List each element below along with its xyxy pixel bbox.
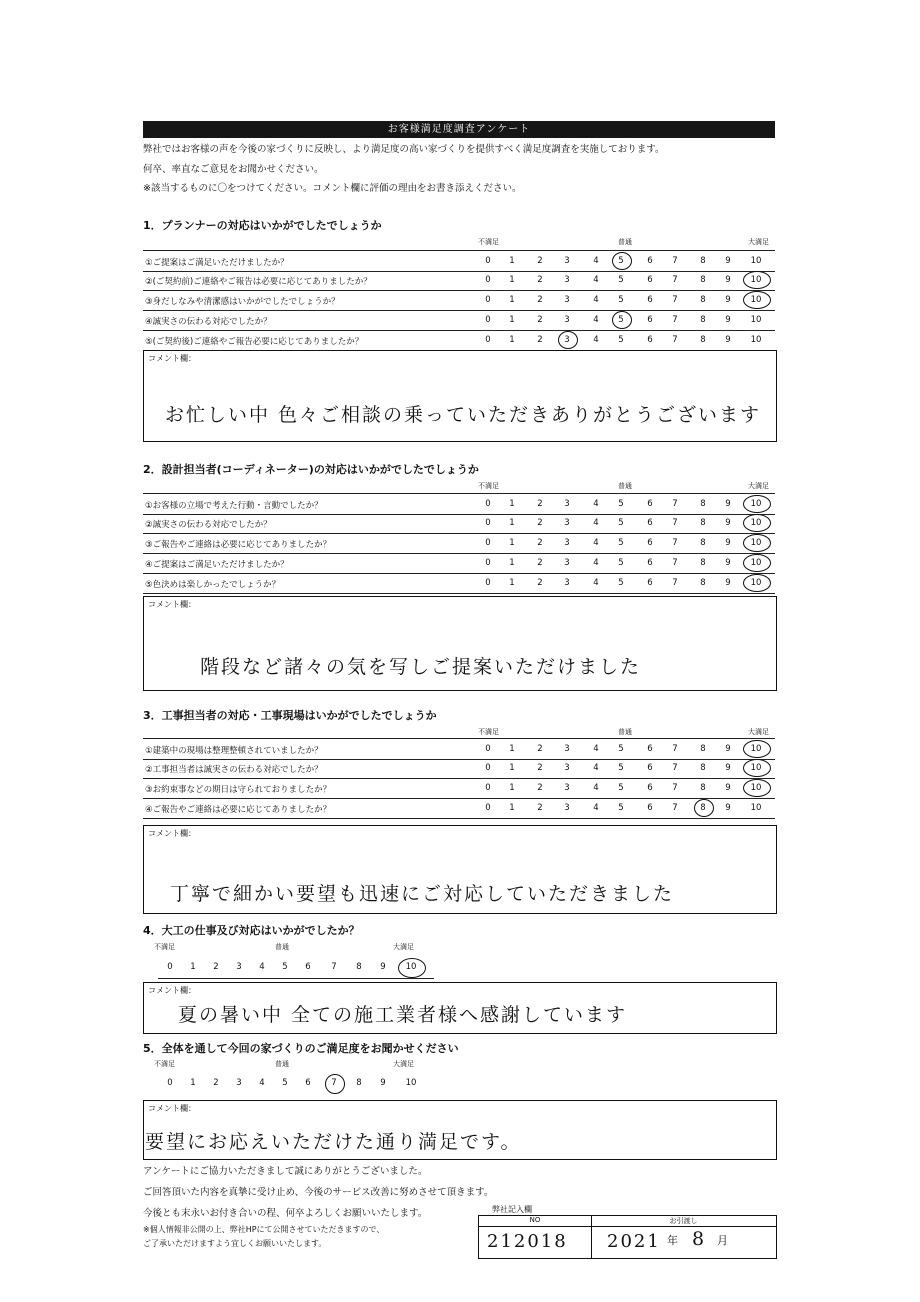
question-row — [143, 573, 775, 594]
scale-low-label: 不満足 — [478, 728, 499, 736]
scale-high-label: 大満足 — [748, 728, 769, 736]
office-month-unit: 月 — [717, 1234, 728, 1247]
question-text: ⑤(ご契約後)ご連絡やご報告必要に応じてありましたか？ — [145, 337, 364, 347]
intro-line-3: ※該当するものに〇をつけてください。コメント欄に評価の理由をお書き添えください。 — [143, 183, 522, 194]
scale-number[interactable]: 3 — [236, 1078, 242, 1088]
question-row — [143, 250, 775, 272]
answer-circle — [743, 534, 771, 552]
scale-number[interactable]: 4 — [593, 335, 599, 345]
scale-number[interactable]: 9 — [725, 256, 731, 266]
scale-number[interactable]: 1 — [509, 538, 515, 548]
scale-number[interactable]: 5 — [618, 499, 624, 509]
closing-line-2: ご回答頂いた内容を真摯に受け止め、今後のサービス改善に努めさせて頂きます。 — [143, 1187, 494, 1198]
scale-number[interactable]: 2 — [537, 763, 543, 773]
question-text: ③身だしなみや清潔感はいかがでしたでしょうか？ — [145, 297, 340, 307]
scale-number[interactable]: 8 — [700, 783, 706, 793]
scale-number[interactable]: 4 — [259, 962, 265, 972]
question-text: ①建築中の現場は整理整頓されていましたか？ — [145, 746, 323, 756]
scale-number[interactable]: 4 — [593, 558, 599, 568]
scale-number[interactable]: 1 — [509, 335, 515, 345]
question-row — [143, 798, 775, 819]
scale-number[interactable]: 9 — [380, 1078, 386, 1088]
answer-circle — [743, 759, 771, 777]
scale-number[interactable]: 7 — [672, 295, 678, 305]
scale-number[interactable]: 5 — [618, 518, 624, 528]
scale-number[interactable]: 2 — [537, 578, 543, 588]
scale-number[interactable]: 6 — [647, 499, 653, 509]
scale-underline — [158, 978, 434, 979]
scale-high-label: 大満足 — [393, 1060, 414, 1068]
scale-number[interactable]: 7 — [672, 803, 678, 813]
question-text: ①お客様の立場で考えた行動・言動でしたか？ — [145, 501, 323, 511]
question-row — [143, 493, 775, 515]
scale-number[interactable]: 6 — [647, 744, 653, 754]
scale-number[interactable]: 9 — [725, 783, 731, 793]
privacy-note-1: ※個人情報非公開の上、弊社HPにて公開させていただきますので、 — [143, 1225, 385, 1234]
scale-number[interactable]: 4 — [593, 295, 599, 305]
answer-circle — [743, 779, 771, 797]
question-text: ②工事担当者は誠実さの伝わる対応でしたか？ — [145, 765, 323, 775]
intro-line-2: 何卒、率直なご意見をお聞かせください。 — [143, 164, 324, 175]
scale-number[interactable]: 6 — [647, 295, 653, 305]
scale-high-label: 大満足 — [748, 482, 769, 490]
scale-number[interactable]: 4 — [593, 744, 599, 754]
scale-number[interactable]: 7 — [672, 315, 678, 325]
scale-number[interactable]: 2 — [537, 315, 543, 325]
question-row — [143, 513, 775, 534]
scale-number[interactable]: 6 — [647, 578, 653, 588]
scale-number[interactable]: 5 — [282, 1078, 288, 1088]
scale-number[interactable]: 6 — [647, 763, 653, 773]
office-handover-header: お引渡し — [591, 1216, 776, 1227]
scale-number[interactable]: 10 — [750, 256, 762, 266]
scale-mid-label: 普通 — [275, 1060, 289, 1068]
scale-number[interactable]: 3 — [564, 256, 570, 266]
scale-number[interactable]: 8 — [700, 295, 706, 305]
scale-number[interactable]: 1 — [509, 499, 515, 509]
scale-number[interactable]: 6 — [647, 538, 653, 548]
scale-number[interactable]: 1 — [509, 295, 515, 305]
office-no-value: 212018 — [487, 1231, 568, 1252]
office-month-value: 8 — [692, 1228, 707, 1250]
scale-number[interactable]: 6 — [647, 275, 653, 285]
scale-number[interactable]: 1 — [190, 962, 196, 972]
scale-number[interactable]: 2 — [537, 335, 543, 345]
section-1-title: 1．プランナーの対応はいかがでしたでしょうか — [143, 219, 382, 232]
scale-number[interactable]: 9 — [725, 295, 731, 305]
scale-number[interactable]: 6 — [647, 518, 653, 528]
scale-low-label: 不満足 — [478, 482, 499, 490]
scale-number[interactable]: 0 — [485, 275, 491, 285]
section4-title: 4．大工の仕事及び対応はいかがでしたか？ — [143, 924, 360, 937]
scale-number[interactable]: 0 — [485, 803, 491, 813]
scale-number[interactable]: 7 — [672, 275, 678, 285]
scale-number[interactable]: 7 — [672, 558, 678, 568]
comment-label: コメント欄： — [148, 354, 196, 363]
scale-number[interactable]: 3 — [564, 295, 570, 305]
closing-line-3: 今後とも末永いお付き合いの程、何卒よろしくお願いいたします。 — [143, 1208, 428, 1219]
scale-number[interactable]: 0 — [485, 578, 491, 588]
scale-number[interactable]: 9 — [725, 518, 731, 528]
scale-number[interactable]: 2 — [537, 744, 543, 754]
scale-number[interactable]: 1 — [509, 763, 515, 773]
scale-number[interactable]: 0 — [485, 558, 491, 568]
answer-circle — [743, 574, 771, 592]
scale-number[interactable]: 6 — [647, 803, 653, 813]
scale-low-label: 不満足 — [478, 238, 499, 246]
scale-number[interactable]: 2 — [537, 499, 543, 509]
answer-circle — [743, 514, 771, 532]
scale-number[interactable]: 6 — [647, 335, 653, 345]
scale-number[interactable]: 3 — [564, 783, 570, 793]
scale-number[interactable]: 8 — [700, 538, 706, 548]
scale-number[interactable]: 2 — [537, 518, 543, 528]
scale-number[interactable]: 8 — [700, 499, 706, 509]
answer-circle — [743, 740, 771, 758]
scale-number[interactable]: 0 — [167, 962, 173, 972]
question-text: ④ご報告やご連絡は必要に応じてありましたか？ — [145, 805, 332, 815]
scale-high-label: 大満足 — [748, 238, 769, 246]
scale-number[interactable]: 3 — [564, 275, 570, 285]
scale-number[interactable]: 4 — [593, 518, 599, 528]
scale-number[interactable]: 7 — [672, 763, 678, 773]
scale-number[interactable]: 8 — [700, 256, 706, 266]
answer-circle — [398, 958, 426, 978]
scale-number[interactable]: 10 — [750, 578, 762, 588]
scale-number[interactable]: 9 — [725, 744, 731, 754]
scale-number[interactable]: 8 — [700, 335, 706, 345]
scale-number[interactable]: 10 — [405, 1078, 417, 1088]
scale-number[interactable]: 3 — [236, 962, 242, 972]
scale-number[interactable]: 0 — [485, 538, 491, 548]
scale-number[interactable]: 0 — [485, 763, 491, 773]
answer-circle — [325, 1074, 345, 1094]
scale-number[interactable]: 10 — [750, 275, 762, 285]
scale-number[interactable]: 5 — [618, 558, 624, 568]
scale-number[interactable]: 7 — [672, 335, 678, 345]
scale-mid-label: 普通 — [618, 728, 632, 736]
scale-number[interactable]: 1 — [509, 315, 515, 325]
question-row — [143, 553, 775, 574]
scale-mid-label: 普通 — [618, 482, 632, 490]
scale-number[interactable]: 0 — [485, 499, 491, 509]
scale-number[interactable]: 7 — [672, 744, 678, 754]
scale-number[interactable]: 4 — [259, 1078, 265, 1088]
office-year-value: 2021 — [607, 1231, 661, 1252]
scale-number[interactable]: 5 — [618, 275, 624, 285]
scale-number[interactable]: 9 — [380, 962, 386, 972]
scale-number[interactable]: 3 — [564, 744, 570, 754]
scale-number[interactable]: 3 — [564, 499, 570, 509]
answer-circle — [743, 291, 771, 309]
answer-circle — [694, 799, 714, 817]
scale-number[interactable]: 2 — [537, 256, 543, 266]
scale-number[interactable]: 1 — [509, 275, 515, 285]
scale-number[interactable]: 10 — [405, 962, 417, 972]
scale-number[interactable]: 8 — [700, 803, 706, 813]
scale-number[interactable]: 4 — [593, 538, 599, 548]
section-2-handwritten-comment: 階段など諸々の気を写しご提案いただけました — [200, 656, 642, 678]
scale-number[interactable]: 0 — [167, 1078, 173, 1088]
scale-number[interactable]: 2 — [537, 783, 543, 793]
scale-number[interactable]: 2 — [537, 275, 543, 285]
scale-number[interactable]: 3 — [564, 578, 570, 588]
section-3-title: 3．工事担当者の対応・工事現場はいかがでしたでしょうか — [143, 709, 437, 722]
question-text: ②(ご契約前)ご連絡やご報告は必要に応じてありましたか？ — [145, 277, 372, 287]
scale-number[interactable]: 3 — [564, 335, 570, 345]
scale-number[interactable]: 2 — [213, 962, 219, 972]
office-no-header: NO — [479, 1216, 592, 1227]
scale-number[interactable]: 10 — [750, 335, 762, 345]
question-text: ③お約束事などの期日は守られておりましたか？ — [145, 785, 332, 795]
scale-number[interactable]: 7 — [331, 962, 337, 972]
section-1-handwritten-comment: お忙しい中 色々ご相談の乗っていただきありがとうございます — [165, 404, 762, 426]
scale-number[interactable]: 10 — [750, 744, 762, 754]
scale-number[interactable]: 5 — [618, 578, 624, 588]
scale-number[interactable]: 5 — [618, 744, 624, 754]
comment-label: コメント欄： — [148, 1104, 196, 1113]
scale-number[interactable]: 5 — [618, 295, 624, 305]
scale-number[interactable]: 5 — [618, 763, 624, 773]
scale-number[interactable]: 3 — [564, 518, 570, 528]
scale-number[interactable]: 5 — [282, 962, 288, 972]
scale-number[interactable]: 8 — [700, 578, 706, 588]
scale-number[interactable]: 8 — [356, 1078, 362, 1088]
scale-number[interactable]: 10 — [750, 783, 762, 793]
scale-number[interactable]: 2 — [537, 295, 543, 305]
scale-number[interactable]: 10 — [750, 295, 762, 305]
scale-number[interactable]: 9 — [725, 275, 731, 285]
scale-number[interactable]: 10 — [750, 803, 762, 813]
scale-number[interactable]: 4 — [593, 315, 599, 325]
question-text: ②誠実さの伝わる対応でしたか？ — [145, 520, 272, 530]
scale-number[interactable]: 1 — [509, 558, 515, 568]
scale-number[interactable]: 0 — [485, 518, 491, 528]
scale-number[interactable]: 8 — [700, 518, 706, 528]
scale-number[interactable]: 9 — [725, 499, 731, 509]
scale-number[interactable]: 1 — [509, 803, 515, 813]
scale-number[interactable]: 9 — [725, 538, 731, 548]
answer-circle — [612, 252, 632, 270]
comment-label: コメント欄： — [148, 829, 196, 838]
answer-circle — [612, 311, 632, 329]
scale-number[interactable]: 2 — [537, 558, 543, 568]
scale-number[interactable]: 0 — [485, 335, 491, 345]
question-row — [143, 778, 775, 799]
scale-number[interactable]: 1 — [509, 256, 515, 266]
question-row — [143, 330, 775, 351]
comment-label: コメント欄： — [148, 986, 196, 995]
comment-label: コメント欄： — [148, 600, 196, 609]
scale-number[interactable]: 5 — [618, 803, 624, 813]
scale-mid-label: 普通 — [275, 943, 289, 951]
section-3-handwritten-comment: 丁寧で細かい要望も迅速にご対応していただきました — [170, 883, 675, 905]
scale-number[interactable]: 3 — [564, 803, 570, 813]
scale-number[interactable]: 9 — [725, 803, 731, 813]
scale-number[interactable]: 0 — [485, 315, 491, 325]
office-year-unit: 年 — [667, 1234, 678, 1247]
scale-number[interactable]: 7 — [672, 499, 678, 509]
scale-number[interactable]: 4 — [593, 256, 599, 266]
scale-number[interactable]: 4 — [593, 578, 599, 588]
section-1-comment-box — [143, 350, 777, 442]
question-text: ③ご報告やご連絡は必要に応じてありましたか？ — [145, 540, 332, 550]
scale-number[interactable]: 1 — [190, 1078, 196, 1088]
scale-number[interactable]: 9 — [725, 335, 731, 345]
office-use-box — [478, 1215, 777, 1259]
scale-number[interactable]: 9 — [725, 558, 731, 568]
scale-number[interactable]: 1 — [509, 578, 515, 588]
scale-low-label: 不満足 — [154, 943, 175, 951]
scale-number[interactable]: 9 — [725, 578, 731, 588]
section-2-title: 2．設計担当者(コーディネーター)の対応はいかがでしたでしょうか — [143, 463, 479, 476]
scale-high-label: 大満足 — [393, 943, 414, 951]
scale-number[interactable]: 6 — [647, 256, 653, 266]
scale-number[interactable]: 6 — [647, 783, 653, 793]
scale-number[interactable]: 10 — [750, 558, 762, 568]
office-use-label: 弊社記入欄 — [492, 1205, 532, 1214]
section5-title: 5．全体を通して今回の家づくりのご満足度をお聞かせください — [143, 1042, 459, 1055]
question-text: ④誠実さの伝わる対応でしたか？ — [145, 317, 272, 327]
scale-number[interactable]: 5 — [618, 335, 624, 345]
scale-number[interactable]: 0 — [485, 744, 491, 754]
scale-number[interactable]: 4 — [593, 275, 599, 285]
scale-number[interactable]: 2 — [537, 803, 543, 813]
scale-number[interactable]: 9 — [725, 763, 731, 773]
scale-number[interactable]: 7 — [331, 1078, 337, 1088]
scale-number[interactable]: 7 — [672, 783, 678, 793]
scale-number[interactable]: 7 — [672, 518, 678, 528]
question-row — [143, 533, 775, 554]
scale-number[interactable]: 0 — [485, 256, 491, 266]
question-text: ⑤色決めは楽しかったでしょうか？ — [145, 580, 281, 590]
scale-number[interactable]: 3 — [564, 538, 570, 548]
answer-circle — [743, 271, 771, 289]
scale-number[interactable]: 0 — [485, 295, 491, 305]
scale-number[interactable]: 8 — [700, 315, 706, 325]
office-divider — [591, 1226, 592, 1258]
scale-number[interactable]: 10 — [750, 315, 762, 325]
scale-number[interactable]: 3 — [564, 763, 570, 773]
scale-number[interactable]: 1 — [509, 518, 515, 528]
question-row — [143, 270, 775, 291]
scale-number[interactable]: 4 — [593, 803, 599, 813]
scale-number[interactable]: 7 — [672, 256, 678, 266]
answer-circle — [743, 554, 771, 572]
question-row — [143, 290, 775, 311]
scale-number[interactable]: 9 — [725, 315, 731, 325]
scale-number[interactable]: 5 — [618, 783, 624, 793]
scale-number[interactable]: 1 — [509, 744, 515, 754]
closing-line-1: アンケートにご協力いただきまして誠にありがとうございました。 — [143, 1166, 428, 1177]
answer-circle — [558, 331, 578, 349]
scale-number[interactable]: 0 — [485, 783, 491, 793]
answer-circle — [743, 495, 771, 513]
scale-number[interactable]: 3 — [564, 558, 570, 568]
scale-number[interactable]: 8 — [700, 744, 706, 754]
privacy-note-2: ご了承いただけますよう宜しくお願いいたします。 — [143, 1239, 327, 1248]
scale-number[interactable]: 3 — [564, 315, 570, 325]
question-text: ④ご提案はご満足いただけましたか？ — [145, 560, 289, 570]
section4-handwritten-comment: 夏の暑い中 全ての施工業者様へ感謝しています — [178, 1004, 628, 1026]
scale-number[interactable]: 10 — [750, 518, 762, 528]
scale-number[interactable]: 4 — [593, 499, 599, 509]
scale-number[interactable]: 8 — [700, 763, 706, 773]
scale-number[interactable]: 8 — [700, 275, 706, 285]
scale-number[interactable]: 2 — [213, 1078, 219, 1088]
scale-number[interactable]: 1 — [509, 783, 515, 793]
scale-number[interactable]: 10 — [750, 499, 762, 509]
scale-number[interactable]: 5 — [618, 538, 624, 548]
scale-number[interactable]: 5 — [618, 315, 624, 325]
scale-number[interactable]: 2 — [537, 538, 543, 548]
scale-number[interactable]: 4 — [593, 783, 599, 793]
scale-mid-label: 普通 — [618, 238, 632, 246]
scale-number[interactable]: 6 — [647, 315, 653, 325]
scale-number[interactable]: 10 — [750, 763, 762, 773]
intro-line-1: 弊社ではお客様の声を今後の家づくりに反映し、より満足度の高い家づくりを提供すべく満足度調査を実施しております。 — [143, 144, 665, 155]
scale-number[interactable]: 8 — [700, 558, 706, 568]
scale-number[interactable]: 7 — [672, 538, 678, 548]
scale-number[interactable]: 7 — [672, 578, 678, 588]
scale-number[interactable]: 4 — [593, 763, 599, 773]
scale-number[interactable]: 5 — [618, 256, 624, 266]
scale-number[interactable]: 8 — [356, 962, 362, 972]
scale-low-label: 不満足 — [154, 1060, 175, 1068]
scale-number[interactable]: 10 — [750, 538, 762, 548]
question-row — [143, 738, 775, 760]
survey-title: お客様満足度調査アンケート — [143, 121, 775, 138]
question-row — [143, 310, 775, 331]
scale-number[interactable]: 6 — [647, 558, 653, 568]
section5-handwritten-comment: 要望にお応えいただけた通り満足です。 — [145, 1131, 522, 1153]
question-row — [143, 758, 775, 779]
question-text: ①ご提案はご満足いただけましたか？ — [145, 258, 289, 268]
scale-number[interactable]: 6 — [305, 962, 311, 972]
scale-number[interactable]: 6 — [305, 1078, 311, 1088]
